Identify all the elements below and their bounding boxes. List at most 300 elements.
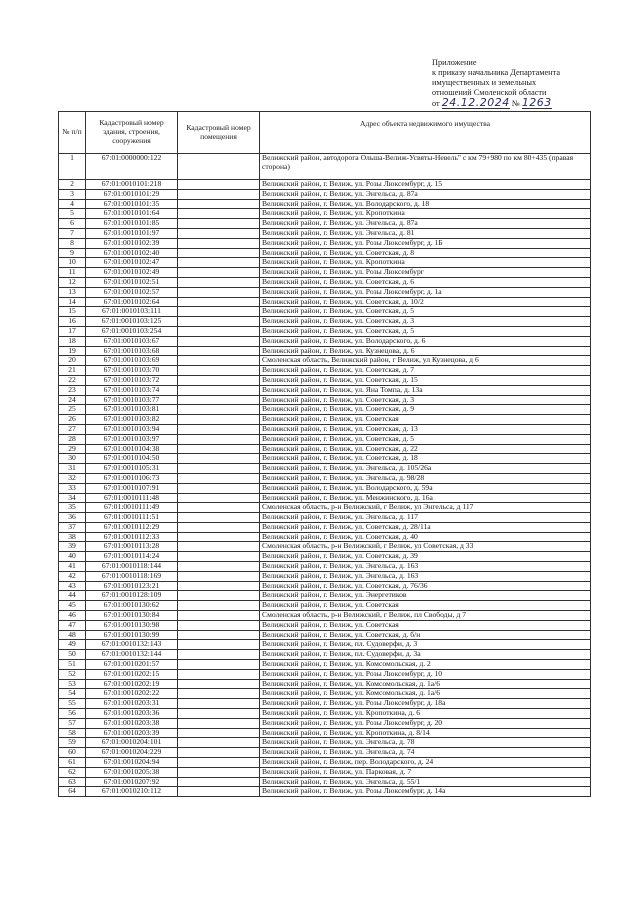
room-cadastral-number: [178, 154, 260, 180]
building-cadastral-number: 67:01:0010101:29: [86, 189, 178, 199]
row-number: 19: [59, 346, 86, 356]
building-cadastral-number: 67:01:0010101:35: [86, 199, 178, 209]
row-number: 53: [59, 679, 86, 689]
order-date: 24.12.2024: [441, 96, 510, 109]
address: Смоленская область, Велижский район, г Велиж, ул Кузнецова, д 6: [260, 356, 591, 366]
building-cadastral-number: 67:01:0010102:40: [86, 248, 178, 258]
table-row: [59, 180, 591, 190]
address: Велижский район, г. Велиж, ул. Комсомольская, д. 1а/6: [260, 689, 591, 699]
table-row: [59, 650, 591, 660]
table-row: [59, 777, 591, 787]
row-number: 23: [59, 385, 86, 395]
room-cadastral-number: [178, 513, 260, 523]
order-line: [432, 98, 632, 110]
room-cadastral-number: [178, 650, 260, 660]
address: Велижский район, г. Велиж, ул. Советская, д. 18: [260, 454, 591, 464]
address: Велижский район, г. Велиж, ул. Кропоткина: [260, 258, 591, 268]
table-row: [59, 620, 591, 630]
building-cadastral-number: 67:01:0010103:69: [86, 356, 178, 366]
row-number: 60: [59, 748, 86, 758]
address: Велижский район, г. Велиж, ул. Энгельса, д. 105/26а: [260, 464, 591, 474]
row-number: 44: [59, 591, 86, 601]
room-cadastral-number: [178, 601, 260, 611]
room-cadastral-number: [178, 591, 260, 601]
row-number: 54: [59, 689, 86, 699]
table-row: [59, 758, 591, 768]
row-number: 41: [59, 562, 86, 572]
table-row: [59, 317, 591, 327]
building-cadastral-number: 67:01:0010111:48: [86, 493, 178, 503]
building-cadastral-number: 67:01:0010130:62: [86, 601, 178, 611]
row-number: 29: [59, 444, 86, 454]
building-cadastral-number: 67:01:0010205:38: [86, 767, 178, 777]
room-cadastral-number: [178, 219, 260, 229]
table-row: [59, 581, 591, 591]
room-cadastral-number: [178, 522, 260, 532]
table-row: [59, 718, 591, 728]
table-row: [59, 287, 591, 297]
room-cadastral-number: [178, 180, 260, 190]
row-number: 3: [59, 189, 86, 199]
address: Велижский район, г. Велиж, ул. Володарского, д. 18: [260, 199, 591, 209]
table-row: [59, 542, 591, 552]
building-cadastral-number: 67:01:0010210:112: [86, 787, 178, 797]
table-row: [59, 228, 591, 238]
room-cadastral-number: [178, 356, 260, 366]
table-row: [59, 346, 591, 356]
address: Велижский район, г. Велиж, ул. Розы Люксембург, д. 20: [260, 718, 591, 728]
appendix-line: к приказу начальника Департамента: [432, 68, 561, 77]
table-row: [59, 748, 591, 758]
row-number: 51: [59, 660, 86, 670]
building-cadastral-number: 67:01:0010112:33: [86, 532, 178, 542]
building-cadastral-number: 67:01:0010103:82: [86, 415, 178, 425]
building-cadastral-number: 67:01:0010114:24: [86, 552, 178, 562]
row-number: 11: [59, 268, 86, 278]
address: Велижский район, г. Велиж, ул. Советская, д. 15: [260, 375, 591, 385]
header-number: № п/п: [59, 112, 86, 154]
building-cadastral-number: 67:01:0010202:22: [86, 689, 178, 699]
row-number: 59: [59, 738, 86, 748]
table-row: [59, 366, 591, 376]
room-cadastral-number: [178, 689, 260, 699]
room-cadastral-number: [178, 336, 260, 346]
room-cadastral-number: [178, 415, 260, 425]
address: Велижский район, г. Велиж, ул. Энгельса, д. 55/1: [260, 777, 591, 787]
building-cadastral-number: 67:01:0010204:229: [86, 748, 178, 758]
row-number: 39: [59, 542, 86, 552]
building-cadastral-number: 67:01:0010102:47: [86, 258, 178, 268]
table-row: [59, 307, 591, 317]
order-prefix: от: [432, 99, 440, 108]
table-row: [59, 375, 591, 385]
room-cadastral-number: [178, 679, 260, 689]
row-number: 8: [59, 238, 86, 248]
room-cadastral-number: [178, 699, 260, 709]
address: Велижский район, г. Велиж, ул. Розы Люксембург: [260, 268, 591, 278]
address: Велижский район, г. Велиж, ул. Советская: [260, 415, 591, 425]
room-cadastral-number: [178, 326, 260, 336]
room-cadastral-number: [178, 346, 260, 356]
table-row: [59, 503, 591, 513]
room-cadastral-number: [178, 758, 260, 768]
row-number: 28: [59, 434, 86, 444]
room-cadastral-number: [178, 503, 260, 513]
building-cadastral-number: 67:01:0010203:36: [86, 709, 178, 719]
row-number: 55: [59, 699, 86, 709]
address: Велижский район, г. Велиж, ул. Советская: [260, 620, 591, 630]
building-cadastral-number: 67:01:0010202:15: [86, 669, 178, 679]
header-building-cadastral: Кадастровый номер здания, строения, сооружения: [86, 112, 178, 154]
row-number: 24: [59, 395, 86, 405]
building-cadastral-number: 67:01:0010132:144: [86, 650, 178, 660]
building-cadastral-number: 67:01:0010102:57: [86, 287, 178, 297]
table-row: [59, 154, 591, 180]
table-header-row: [59, 112, 591, 154]
building-cadastral-number: 67:01:0010203:39: [86, 728, 178, 738]
building-cadastral-number: 67:01:0010118:144: [86, 562, 178, 572]
table-row: [59, 444, 591, 454]
table-row: [59, 611, 591, 621]
table-row: [59, 297, 591, 307]
row-number: 61: [59, 758, 86, 768]
row-number: 20: [59, 356, 86, 366]
row-number: 9: [59, 248, 86, 258]
room-cadastral-number: [178, 473, 260, 483]
address: Велижский район, г. Велиж, ул. Советская, д. 3: [260, 395, 591, 405]
row-number: 16: [59, 317, 86, 327]
table-row: [59, 219, 591, 229]
row-number: 62: [59, 767, 86, 777]
table-row: [59, 669, 591, 679]
table-row: [59, 601, 591, 611]
address: Велижский район, г. Велиж, ул. Энгельса, д. 163: [260, 562, 591, 572]
building-cadastral-number: 67:01:0010204:101: [86, 738, 178, 748]
room-cadastral-number: [178, 434, 260, 444]
building-cadastral-number: 67:01:0010107:91: [86, 483, 178, 493]
address: Велижский район, г. Велиж, ул. Энгельса, д. 117: [260, 513, 591, 523]
room-cadastral-number: [178, 395, 260, 405]
table-row: [59, 591, 591, 601]
row-number: 58: [59, 728, 86, 738]
table-row: [59, 767, 591, 777]
room-cadastral-number: [178, 767, 260, 777]
building-cadastral-number: 67:01:0010102:39: [86, 238, 178, 248]
table-row: [59, 660, 591, 670]
room-cadastral-number: [178, 189, 260, 199]
room-cadastral-number: [178, 199, 260, 209]
row-number: 26: [59, 415, 86, 425]
room-cadastral-number: [178, 405, 260, 415]
address: Велижский район, г. Велиж, ул. Розы Люксембург, д. 14а: [260, 787, 591, 797]
building-cadastral-number: 67:01:0010113:28: [86, 542, 178, 552]
address: Велижский район, г. Велиж, ул. Володарского, д. 59а: [260, 483, 591, 493]
address: Велижский район, г. Велиж, ул. Энгельса, д. 78: [260, 738, 591, 748]
row-number: 47: [59, 620, 86, 630]
address: Велижский район, г. Велиж, ул. Энгельса, д. 74: [260, 748, 591, 758]
building-cadastral-number: 67:01:0010132:143: [86, 640, 178, 650]
room-cadastral-number: [178, 444, 260, 454]
address: Велижский район, г. Велиж, ул. Советская, д. б/н: [260, 630, 591, 640]
building-cadastral-number: 67:01:0010103:81: [86, 405, 178, 415]
address: Велижский район, г. Велиж, ул. Советская, д. 22: [260, 444, 591, 454]
table-row: [59, 522, 591, 532]
room-cadastral-number: [178, 228, 260, 238]
row-number: 63: [59, 777, 86, 787]
row-number: 56: [59, 709, 86, 719]
row-number: 45: [59, 601, 86, 611]
address: Велижский район, г. Велиж, ул. Советская, д. 13: [260, 424, 591, 434]
room-cadastral-number: [178, 552, 260, 562]
address: Велижский район, г. Велиж, ул. Энергетиков: [260, 591, 591, 601]
row-number: 42: [59, 571, 86, 581]
address: Велижский район, г. Велиж, ул. Розы Люксембург, д. 18а: [260, 699, 591, 709]
building-cadastral-number: 67:01:0010203:31: [86, 699, 178, 709]
address: Велижский район, г. Велиж, ул. Советская, д. 10/2: [260, 297, 591, 307]
address: Велижский район, г. Велиж, ул. Энгельса, д. 87а: [260, 189, 591, 199]
room-cadastral-number: [178, 542, 260, 552]
room-cadastral-number: [178, 630, 260, 640]
room-cadastral-number: [178, 709, 260, 719]
row-number: 34: [59, 493, 86, 503]
address: Велижский район, автодорога Ольша-Велиж-Усвяты-Невель" с км 79+980 по км 80+435 (правая сторона): [260, 154, 591, 180]
row-number: 13: [59, 287, 86, 297]
row-number: 52: [59, 669, 86, 679]
table-row: [59, 562, 591, 572]
address: Велижский район, г. Велиж, ул. Кропоткина: [260, 209, 591, 219]
room-cadastral-number: [178, 718, 260, 728]
table-row: [59, 277, 591, 287]
room-cadastral-number: [178, 375, 260, 385]
row-number: 31: [59, 464, 86, 474]
address: Велижский район, г. Велиж, ул. Советская, д. 28/11а: [260, 522, 591, 532]
address: Велижский район, г. Велиж, ул. Энгельса, д. 98/28: [260, 473, 591, 483]
address: Велижский район, г. Велиж, ул. Советская: [260, 601, 591, 611]
table-row: [59, 689, 591, 699]
table-row: [59, 336, 591, 346]
room-cadastral-number: [178, 268, 260, 278]
row-number: 35: [59, 503, 86, 513]
table-row: [59, 640, 591, 650]
address: Велижский район, г. Велиж, ул. Советская, д. 5: [260, 434, 591, 444]
address: Велижский район, г. Велиж, ул. Яна Томпа, д. 13а: [260, 385, 591, 395]
building-cadastral-number: 67:01:0010201:57: [86, 660, 178, 670]
address: Велижский район, г. Велиж, ул. Советская, д. 9: [260, 405, 591, 415]
address: Смоленская область, р-н Велижский, г Велиж, пл Свободы, д 7: [260, 611, 591, 621]
order-number-prefix: №: [511, 99, 520, 108]
address: Велижский район, г. Велиж, ул. Комсомольская, д. 2: [260, 660, 591, 670]
building-cadastral-number: 67:01:0010103:125: [86, 317, 178, 327]
building-cadastral-number: 67:01:0010202:19: [86, 679, 178, 689]
address: Велижский район, г. Велиж, ул. Советская, д. 5: [260, 326, 591, 336]
row-number: 7: [59, 228, 86, 238]
row-number: 22: [59, 375, 86, 385]
room-cadastral-number: [178, 611, 260, 621]
address: Велижский район, г. Велиж, ул. Менжинского, д. 16а: [260, 493, 591, 503]
address: Велижский район, г. Велиж, ул. Кузнецова, д. 6: [260, 346, 591, 356]
address: Смоленская область, р-н Велижский, г Велиж, ул Энгельса, д 117: [260, 503, 591, 513]
table-row: [59, 405, 591, 415]
row-number: 25: [59, 405, 86, 415]
row-number: 14: [59, 297, 86, 307]
building-cadastral-number: 67:01:0010118:169: [86, 571, 178, 581]
building-cadastral-number: 67:01:0010103:74: [86, 385, 178, 395]
table-row: [59, 415, 591, 425]
building-cadastral-number: 67:01:0010103:111: [86, 307, 178, 317]
table-row: [59, 209, 591, 219]
table-row: [59, 199, 591, 209]
table-row: [59, 787, 591, 797]
table-row: [59, 434, 591, 444]
building-cadastral-number: 67:01:0010104:50: [86, 454, 178, 464]
row-number: 1: [59, 154, 86, 180]
address: Велижский район, г. Велиж, ул. Володарского, д. 6: [260, 336, 591, 346]
building-cadastral-number: 67:01:0010102:51: [86, 277, 178, 287]
address: Велижский район, г. Велиж, пл. Судоверфи, д. 3а: [260, 650, 591, 660]
table-row: [59, 326, 591, 336]
building-cadastral-number: 67:01:0010203:38: [86, 718, 178, 728]
appendix-header: [432, 58, 632, 110]
table-row: [59, 483, 591, 493]
table-row: [59, 258, 591, 268]
address: Велижский район, г. Велиж, ул. Кропоткина, д. 8/14: [260, 728, 591, 738]
address: Смоленская область, р-н Велижский, г Велиж, ул Советская, д 33: [260, 542, 591, 552]
address: Велижский район, г. Велиж, ул. Советская, д. 39: [260, 552, 591, 562]
table-row: [59, 709, 591, 719]
room-cadastral-number: [178, 385, 260, 395]
room-cadastral-number: [178, 424, 260, 434]
table-row: [59, 493, 591, 503]
address: Велижский район, г. Велиж, ул. Энгельса, д. 163: [260, 571, 591, 581]
building-cadastral-number: 67:01:0010204:94: [86, 758, 178, 768]
row-number: 12: [59, 277, 86, 287]
address: Велижский район, г. Велиж, ул. Кропоткина, д. 6: [260, 709, 591, 719]
appendix-line: отношений Смоленской области: [432, 88, 547, 97]
row-number: 30: [59, 454, 86, 464]
room-cadastral-number: [178, 297, 260, 307]
room-cadastral-number: [178, 620, 260, 630]
table-row: [59, 571, 591, 581]
table-row: [59, 395, 591, 405]
row-number: 64: [59, 787, 86, 797]
building-cadastral-number: 67:01:0010103:72: [86, 375, 178, 385]
room-cadastral-number: [178, 640, 260, 650]
room-cadastral-number: [178, 454, 260, 464]
room-cadastral-number: [178, 777, 260, 787]
row-number: 27: [59, 424, 86, 434]
row-number: 43: [59, 581, 86, 591]
building-cadastral-number: 67:01:0010130:99: [86, 630, 178, 640]
building-cadastral-number: 67:01:0010103:70: [86, 366, 178, 376]
table-row: [59, 630, 591, 640]
row-number: 6: [59, 219, 86, 229]
building-cadastral-number: 67:01:0010102:49: [86, 268, 178, 278]
row-number: 18: [59, 336, 86, 346]
row-number: 5: [59, 209, 86, 219]
table-body: [59, 154, 591, 797]
row-number: 33: [59, 483, 86, 493]
building-cadastral-number: 67:01:0010104:38: [86, 444, 178, 454]
property-table: [58, 111, 591, 797]
building-cadastral-number: 67:01:0010111:51: [86, 513, 178, 523]
address: Велижский район, г. Велиж, пл. Судоверфи, д. 3: [260, 640, 591, 650]
room-cadastral-number: [178, 562, 260, 572]
table-row: [59, 356, 591, 366]
row-number: 46: [59, 611, 86, 621]
row-number: 2: [59, 180, 86, 190]
row-number: 4: [59, 199, 86, 209]
row-number: 21: [59, 366, 86, 376]
row-number: 17: [59, 326, 86, 336]
building-cadastral-number: 67:01:0010103:68: [86, 346, 178, 356]
building-cadastral-number: 67:01:0010123:21: [86, 581, 178, 591]
appendix-line: Приложение: [432, 58, 477, 67]
table-row: [59, 268, 591, 278]
building-cadastral-number: 67:01:0010106:73: [86, 473, 178, 483]
building-cadastral-number: 67:01:0010101:64: [86, 209, 178, 219]
appendix-line: имущественных и земельных: [432, 78, 537, 87]
table-row: [59, 424, 591, 434]
building-cadastral-number: 67:01:0010102:64: [86, 297, 178, 307]
room-cadastral-number: [178, 366, 260, 376]
row-number: 36: [59, 513, 86, 523]
address: Велижский район, г. Велиж, ул. Розы Люксембург, д. 1Б: [260, 238, 591, 248]
address: Велижский район, г. Велиж, ул. Советская, д. 8: [260, 248, 591, 258]
table-row: [59, 464, 591, 474]
room-cadastral-number: [178, 483, 260, 493]
address: Велижский район, г. Велиж, ул. Энгельса, д. 81: [260, 228, 591, 238]
building-cadastral-number: 67:01:0010103:94: [86, 424, 178, 434]
row-number: 48: [59, 630, 86, 640]
table-row: [59, 728, 591, 738]
address: Велижский район, г. Велиж, ул. Розы Люксембург, д. 15: [260, 180, 591, 190]
room-cadastral-number: [178, 317, 260, 327]
building-cadastral-number: 67:01:0010111:49: [86, 503, 178, 513]
building-cadastral-number: 67:01:0010101:97: [86, 228, 178, 238]
building-cadastral-number: 67:01:0010103:67: [86, 336, 178, 346]
table-row: [59, 679, 591, 689]
room-cadastral-number: [178, 248, 260, 258]
header-room-cadastral: Кадастровый номер помещения: [178, 112, 260, 154]
building-cadastral-number: 67:01:0010103:254: [86, 326, 178, 336]
order-number: 1263: [521, 96, 552, 109]
table-row: [59, 454, 591, 464]
building-cadastral-number: 67:01:0000000:122: [86, 154, 178, 180]
room-cadastral-number: [178, 307, 260, 317]
row-number: 40: [59, 552, 86, 562]
row-number: 37: [59, 522, 86, 532]
building-cadastral-number: 67:01:0010207:92: [86, 777, 178, 787]
room-cadastral-number: [178, 532, 260, 542]
table-row: [59, 248, 591, 258]
building-cadastral-number: 67:01:0010112:29: [86, 522, 178, 532]
table-row: [59, 532, 591, 542]
table-row: [59, 473, 591, 483]
room-cadastral-number: [178, 738, 260, 748]
room-cadastral-number: [178, 669, 260, 679]
address: Велижский район, г. Велиж, ул. Комсомольская, д. 1а/6: [260, 679, 591, 689]
table-row: [59, 699, 591, 709]
address: Велижский район, г. Велиж, пер. Володарского, д. 24: [260, 758, 591, 768]
room-cadastral-number: [178, 787, 260, 797]
room-cadastral-number: [178, 464, 260, 474]
room-cadastral-number: [178, 238, 260, 248]
row-number: 49: [59, 640, 86, 650]
row-number: 32: [59, 473, 86, 483]
table-row: [59, 552, 591, 562]
address: Велижский район, г. Велиж, ул. Энгельса, д. 87а: [260, 219, 591, 229]
row-number: 50: [59, 650, 86, 660]
